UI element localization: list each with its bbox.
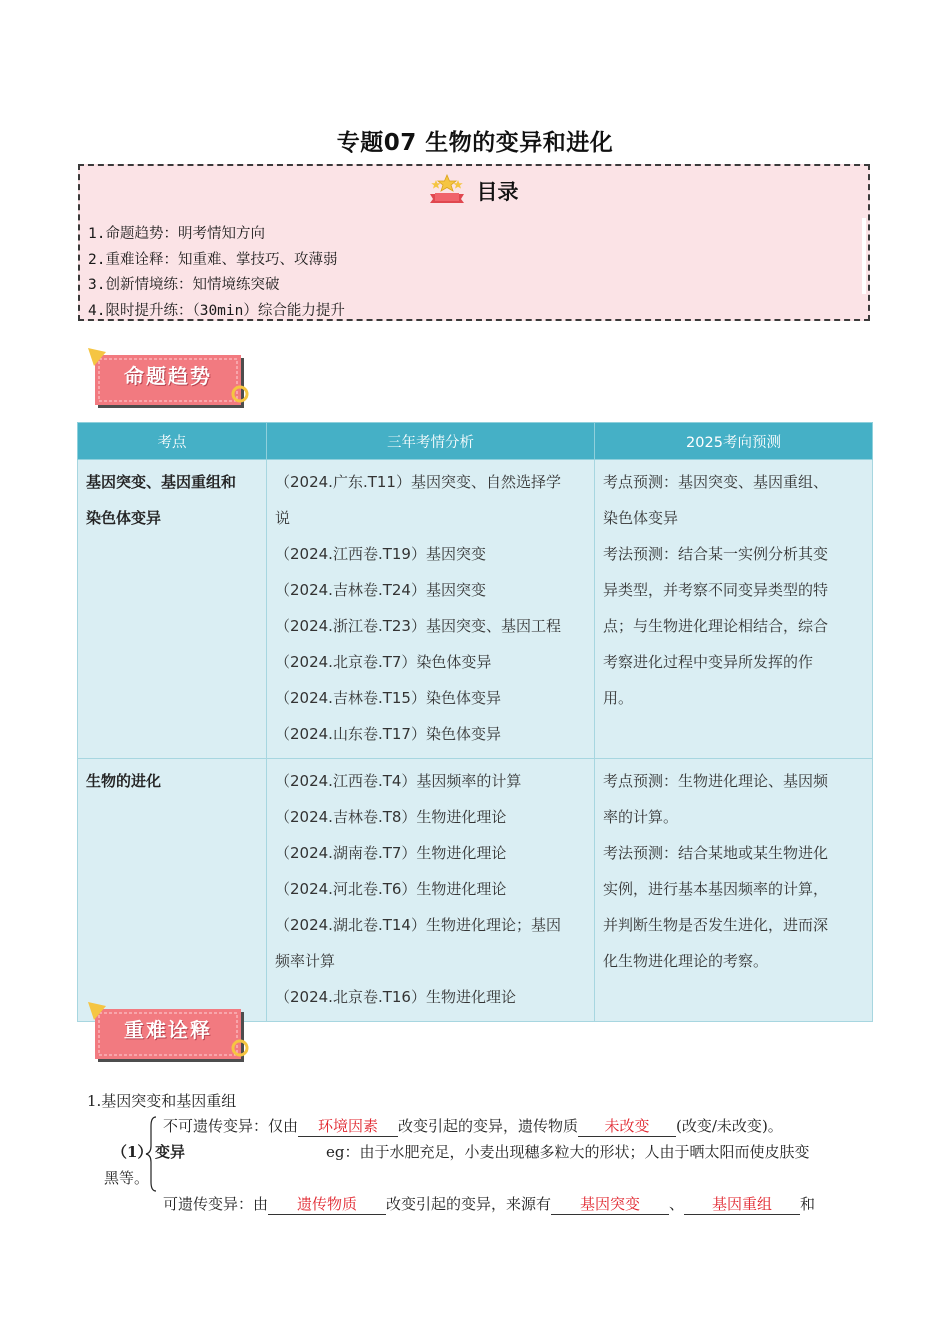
trend-badge-label: 命题趋势 [124, 364, 212, 388]
section-heading: 1.基因突变和基因重组 [87, 1092, 237, 1110]
text-span: 不可遗传变异：仅由 [163, 1117, 299, 1135]
answer-blank-env: 环境因素 [298, 1115, 398, 1137]
trend-badge [86, 348, 256, 410]
cell-line: 生物的进化 [86, 772, 162, 790]
toc-item-3[interactable]: 3.创新情境练：知情境练突破 [88, 277, 280, 293]
topic-cell [78, 460, 267, 759]
text-span: 改变引起的变异，遗传物质 [398, 1117, 579, 1135]
cell-line: （2024.北京卷.T7）染色体变异 [275, 653, 492, 671]
answer-blank-recombination: 基因重组 [684, 1193, 800, 1215]
cell-line: （2024.湖北卷.T14）生物进化理论；基因 [275, 916, 561, 934]
toc-box [78, 164, 870, 321]
cell-line: 考点预测：生物进化理论、基因频 [603, 772, 829, 790]
text-span: 可遗传变异：由 [163, 1195, 269, 1213]
cell-line: 考点预测：基因突变、基因重组、 [603, 473, 829, 491]
topic-cell [78, 759, 267, 1022]
table-header-row [78, 423, 873, 460]
crown-icon [429, 174, 465, 208]
label-word: 变异 [155, 1143, 186, 1161]
trend-table [77, 422, 873, 1022]
text-span: 、 [669, 1195, 685, 1213]
cell-line: （2024.吉林卷.T15）染色体变异 [275, 689, 501, 707]
header-kaodian: 考点 [78, 423, 267, 460]
toc-item-1[interactable]: 1.命题趋势：明考情知方向 [88, 226, 265, 242]
text-span: (改变/未改变)。 [676, 1117, 783, 1135]
cell-line: 化生物进化理论的考察。 [603, 952, 769, 970]
header-analysis: 三年考情分析 [267, 423, 595, 460]
toc-list [88, 222, 345, 324]
text-span: 和 [800, 1195, 816, 1213]
cell-line: 率的计算。 [603, 808, 679, 826]
cell-line: 并判断生物是否发生进化，进而深 [603, 916, 829, 934]
cell-line: （2024.山东卷.T17）染色体变异 [275, 725, 501, 743]
toc-item-2[interactable]: 2.重难诠释：知重难、掌技巧、攻薄弱 [88, 251, 338, 268]
non-heritable-line [163, 1115, 783, 1137]
answer-blank-unchanged: 未改变 [578, 1115, 676, 1137]
forecast-cell [595, 460, 873, 759]
text-span: 改变引起的变异，来源有 [386, 1195, 552, 1213]
analysis-cell [267, 759, 595, 1022]
answer-blank-mutation: 基因突变 [551, 1193, 669, 1215]
toc-heading: 目录 [476, 180, 519, 204]
cell-line: 说 [275, 509, 291, 527]
answer-blank-genetic: 遗传物质 [268, 1193, 386, 1215]
forecast-cell [595, 759, 873, 1022]
heritable-line [163, 1193, 815, 1215]
key-badge [86, 1002, 256, 1064]
cell-line: （2024.湖南卷.T7）生物进化理论 [275, 844, 507, 862]
cell-line: 考察进化过程中变异所发挥的作 [603, 653, 814, 671]
cell-line: 异类型，并考察不同变异类型的特 [603, 581, 829, 599]
table-row [78, 460, 873, 759]
cell-line: （2024.广东.T11）基因突变、自然选择学 [275, 473, 561, 491]
example-line-end: 黑等。 [104, 1169, 150, 1187]
label-num: （1） [112, 1143, 153, 1161]
toc-header [80, 174, 868, 210]
cell-line: （2024.河北卷.T6）生物进化理论 [275, 880, 507, 898]
analysis-cell [267, 460, 595, 759]
cell-line: （2024.吉林卷.T24）基因突变 [275, 581, 486, 599]
cell-line: 实例，进行基本基因频率的计算， [603, 880, 829, 898]
header-forecast: 2025考向预测 [595, 423, 873, 460]
cell-line: 考法预测：结合某地或某生物进化 [603, 844, 829, 862]
cell-line: 频率计算 [275, 952, 336, 970]
cell-line: 点；与生物进化理论相结合，综合 [603, 617, 829, 635]
cell-line: 用。 [603, 689, 634, 707]
cell-line: 染色体变异 [86, 509, 162, 527]
example-line: eg：由于水肥充足，小麦出现穗多粒大的形状；人由于晒太阳而使皮肤变 [326, 1143, 810, 1161]
key-badge-label: 重难诠释 [124, 1018, 212, 1042]
cell-line: （2024.浙江卷.T23）基因突变、基因工程 [275, 617, 561, 635]
cell-line: （2024.北京卷.T16）生物进化理论 [275, 988, 516, 1006]
toc-divider [862, 218, 866, 294]
cell-line: 考法预测：结合某一实例分析其变 [603, 545, 829, 563]
cell-line: （2024.江西卷.T4）基因频率的计算 [275, 772, 522, 790]
cell-line: 染色体变异 [603, 509, 679, 527]
page-title: 专题07 生物的变异和进化 [336, 130, 614, 156]
toc-item-4[interactable]: 4.限时提升练：（30min）综合能力提升 [88, 302, 345, 319]
cell-line: （2024.江西卷.T19）基因突变 [275, 545, 486, 563]
cell-line: （2024.吉林卷.T8）生物进化理论 [275, 808, 507, 826]
cell-line: 基因突变、基因重组和 [86, 473, 237, 491]
table-row [78, 759, 873, 1022]
